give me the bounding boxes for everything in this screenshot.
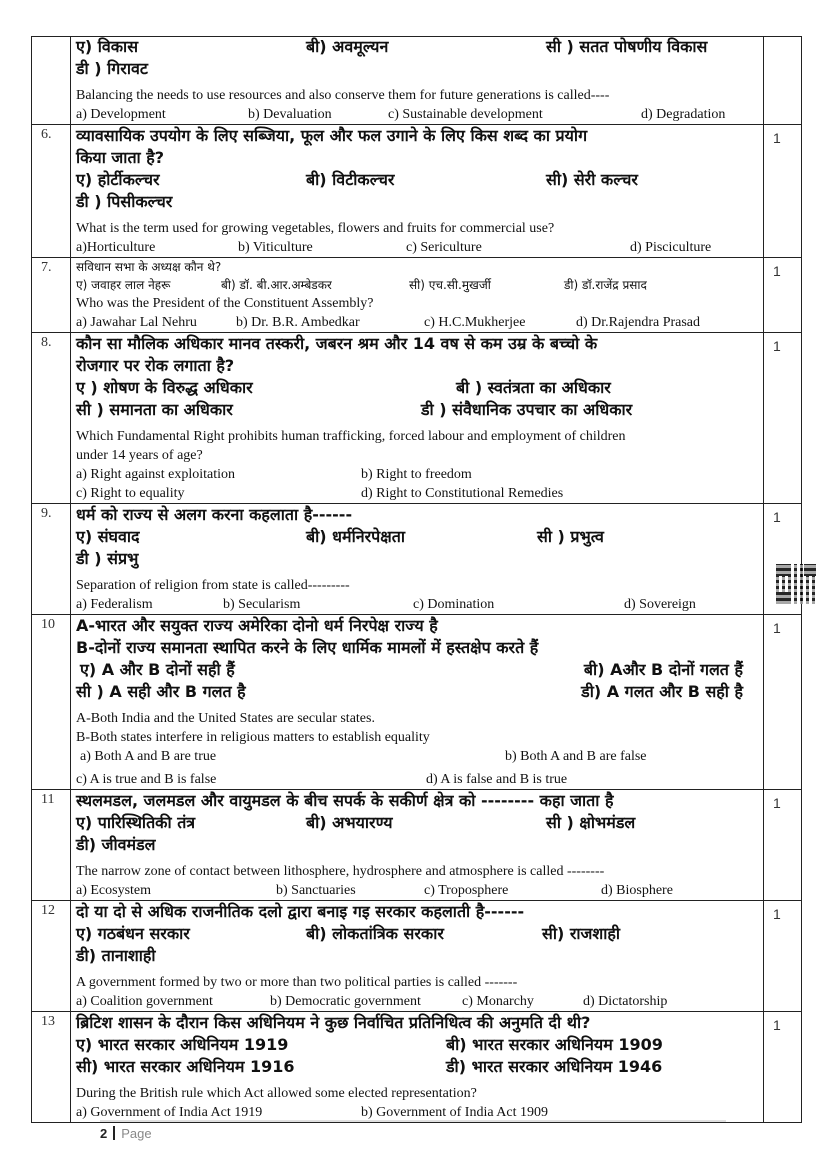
question-marks: 1 [764, 901, 802, 1012]
hindi-option-c: सी ) सतत पोषणीय विकास [546, 37, 708, 56]
english-option-d: d) Sovereign [624, 597, 696, 612]
hindi-option-c: सी) भारत सरकार अधिनियम 1916 [76, 1057, 295, 1076]
hindi-option-b: बी) डॉ. बी.आर.अम्बेडकर [221, 278, 332, 292]
question-row-11 [32, 790, 802, 901]
english-option-a: a) Jawahar Lal Nehru [76, 315, 197, 330]
english-option-a: a) Ecosystem [76, 883, 152, 898]
hindi-option-d: डी ) संप्रभु [76, 549, 139, 568]
hindi-question: ब्रिटिश शासन के दौरान किस अधिनियम ने कुछ निर्वाचित प्रतिनिधित्व की अनुमति दी थी? [76, 1013, 591, 1032]
hindi-option-a: ए) होर्टीकल्चर [76, 170, 160, 189]
question-marks: 1 [764, 504, 802, 615]
page-label: Page [121, 1126, 152, 1141]
footer-separator [113, 1126, 115, 1140]
hindi-option-a: ए) विकास [76, 37, 139, 56]
question-number: 11 [32, 790, 71, 901]
hindi-option-b: बी) अभयारण्य [306, 813, 393, 832]
english-option-c: c) A is true and B is false [76, 772, 217, 787]
hindi-option-c: सी ) क्षोभमंडल [546, 813, 636, 832]
english-option-b: b) Dr. B.R. Ambedkar [236, 315, 360, 330]
english-statement-a: A-Both India and the United States are secular states. [76, 711, 375, 726]
hindi-option-d: डी ) संवैधानिक उपचार का अधिकार [421, 400, 633, 419]
question-marks: 1 [764, 790, 802, 901]
hindi-question: स्थलमडल, जलमडल और वायुमडल के बीच सपर्क के सकीर्ण क्षेत्र को -------- कहा जाता है [76, 791, 614, 810]
question-table [31, 36, 802, 1123]
english-question: Separation of religion from state is called--------- [76, 578, 350, 593]
question-body [71, 504, 764, 615]
question-marks: 1 [764, 333, 802, 504]
english-option-b: b) Devaluation [248, 107, 332, 122]
english-question: The narrow zone of contact between lithosphere, hydrosphere and atmosphere is called -------- [76, 864, 605, 879]
english-option-d: d) Pisciculture [630, 240, 712, 255]
hindi-option-b: बी ) स्वतंत्रता का अधिकार [456, 378, 611, 397]
hindi-option-c: सी ) समानता का अधिकार [76, 400, 233, 419]
question-body [71, 615, 764, 790]
english-option-b: b) Sanctuaries [276, 883, 356, 898]
english-option-d: d) Biosphere [601, 883, 673, 898]
footer-divider [100, 1120, 726, 1122]
english-question: During the British rule which Act allowed some elected representation? [76, 1086, 477, 1101]
english-question: Who was the President of the Constituent Assembly? [76, 296, 374, 311]
question-number: 7. [32, 258, 71, 333]
question-number: 9. [32, 504, 71, 615]
english-option-c: c) Right to equality [76, 486, 185, 501]
question-number: 13 [32, 1012, 71, 1123]
hindi-option-d: डी ) गिरावट [76, 59, 148, 78]
english-option-c: c) Sericulture [406, 240, 482, 255]
question-marks: 1 [764, 615, 802, 790]
hindi-option-b: बी) Aऔर B दोनों गलत हैं [583, 660, 743, 679]
hindi-question: सविधान सभा के अध्यक्ष कौन थे? [76, 260, 222, 274]
english-question: Balancing the needs to use resources and also conserve them for future generations is called---- [76, 88, 610, 103]
question-row-5-continued [32, 37, 802, 125]
hindi-option-a: ए) भारत सरकार अधिनियम 1919 [76, 1035, 289, 1054]
hindi-option-d: डी) डॉ.राजेंद्र प्रसाद [564, 278, 647, 292]
english-option-c: c) H.C.Mukherjee [424, 315, 526, 330]
hindi-option-c: सी) सेरी कल्चर [546, 170, 638, 189]
hindi-option-c: सी) एच.सी.मुखर्जी [409, 278, 491, 292]
question-marks [764, 37, 802, 125]
question-body [71, 901, 764, 1012]
hindi-option-a: ए) संघवाद [76, 527, 140, 546]
question-body [71, 258, 764, 333]
english-option-d: d) A is false and B is true [426, 772, 568, 787]
hindi-option-b: बी) विटीकल्चर [306, 170, 395, 189]
question-body [71, 37, 764, 125]
english-option-b: b) Government of India Act 1909 [361, 1105, 549, 1120]
question-body [71, 333, 764, 504]
english-question-cont: under 14 years of age? [76, 448, 203, 463]
hindi-option-a: ए ) शोषण के विरुद्ध अधिकार [76, 378, 253, 397]
hindi-option-a: ए) गठबंधन सरकार [76, 924, 190, 943]
question-marks: 1 [764, 125, 802, 258]
hindi-option-a: ए) जवाहर लाल नेहरू [76, 278, 171, 292]
english-statement-b: B-Both states interfere in religious matters to establish equality [76, 730, 430, 745]
question-body [71, 790, 764, 901]
question-marks: 1 [764, 258, 802, 333]
question-row-13 [32, 1012, 802, 1123]
question-marks: 1 [764, 1012, 802, 1123]
question-row-8 [32, 333, 802, 504]
hindi-option-d: डी) जीवमंडल [76, 835, 156, 854]
english-option-a: a) Government of India Act 1919 [76, 1105, 263, 1120]
hindi-statement-b: B-दोनों राज्य समानता स्थापित करने के लिए धार्मिक मामलों में हस्तक्षेप करते हैं [76, 638, 539, 657]
page-number: 2 [100, 1126, 108, 1141]
hindi-option-c: सी) राजशाही [542, 924, 621, 943]
qr-code-image [776, 564, 816, 604]
hindi-option-a: ए) पारिस्थितिकी तंत्र [76, 813, 196, 832]
english-option-a: a)Horticulture [76, 240, 156, 255]
hindi-option-b: बी) लोकतांत्रिक सरकार [306, 924, 444, 943]
hindi-option-b: बी) धर्मनिरपेक्षता [306, 527, 405, 546]
hindi-question: धर्म को राज्य से अलग करना कहलाता है------ [76, 505, 353, 524]
english-option-a: a) Coalition government [76, 994, 213, 1009]
question-number [32, 37, 71, 125]
hindi-question: व्यावसायिक उपयोग के लिए सब्जिया, फूल और फल उगाने के लिए किस शब्द का प्रयोग [76, 126, 588, 145]
english-option-c: c) Monarchy [462, 994, 534, 1009]
hindi-option-d: डी) भारत सरकार अधिनियम 1946 [446, 1057, 663, 1076]
english-option-b: b) Democratic government [270, 994, 421, 1009]
english-option-c: c) Troposphere [424, 883, 509, 898]
hindi-option-c: सी ) A सही और B गलत है [76, 682, 246, 701]
question-number: 12 [32, 901, 71, 1012]
english-option-b: b) Secularism [223, 597, 301, 612]
question-number: 8. [32, 333, 71, 504]
english-option-b: b) Right to freedom [361, 467, 472, 482]
question-body [71, 1012, 764, 1123]
hindi-option-b: बी) भारत सरकार अधिनियम 1909 [446, 1035, 663, 1054]
hindi-question: दो या दो से अधिक राजनीतिक दलो द्वारा बनाइ गइ सरकार कहलाती है------ [76, 902, 525, 921]
english-option-b: b) Viticulture [238, 240, 313, 255]
english-option-c: c) Domination [413, 597, 495, 612]
english-option-b: b) Both A and B are false [505, 749, 647, 764]
english-option-d: d) Dr.Rajendra Prasad [576, 315, 701, 330]
english-option-d: d) Right to Constitutional Remedies [361, 486, 564, 501]
english-option-d: d) Dictatorship [583, 994, 668, 1009]
english-question: A government formed by two or more than two political parties is called ------- [76, 975, 518, 990]
hindi-question: कौन सा मौलिक अधिकार मानव तस्करी, जबरन श्रम और 14 वष से कम उम्र के बच्चो के [76, 334, 598, 353]
english-option-a: a) Federalism [76, 597, 153, 612]
hindi-question-cont: रोजगार पर रोक लगाता है? [76, 356, 235, 375]
hindi-option-d: डी ) पिसीकल्चर [76, 192, 173, 211]
english-option-a: a) Development [76, 107, 166, 122]
question-number: 10 [32, 615, 71, 790]
english-option-a: a) Right against exploitation [76, 467, 236, 482]
english-question: What is the term used for growing vegetables, flowers and fruits for commercial use? [76, 221, 555, 236]
question-number: 6. [32, 125, 71, 258]
hindi-option-c: सी ) प्रभुत्व [537, 527, 604, 546]
question-row-12 [32, 901, 802, 1012]
question-row-6 [32, 125, 802, 258]
question-body [71, 125, 764, 258]
english-option-d: d) Degradation [641, 107, 726, 122]
hindi-option-a: ए) A और B दोनों सही हैं [80, 660, 235, 679]
english-question: Which Fundamental Right prohibits human trafficking, forced labour and employment of children [76, 429, 626, 444]
page-footer [100, 1126, 152, 1141]
question-row-10 [32, 615, 802, 790]
question-row-9 [32, 504, 802, 615]
hindi-statement-a: A-भारत और सयुक्त राज्य अमेरिका दोनो धर्म निरपेक्ष राज्य है [76, 616, 438, 635]
hindi-question-cont: किया जाता है? [76, 148, 165, 167]
question-row-7 [32, 258, 802, 333]
english-option-c: c) Sustainable development [388, 107, 543, 122]
english-option-a: a) Both A and B are true [80, 749, 217, 764]
hindi-option-d: डी) A गलत और B सही है [581, 682, 743, 701]
hindi-option-d: डी) तानाशाही [76, 946, 156, 965]
hindi-option-b: बी) अवमूल्यन [306, 37, 389, 56]
